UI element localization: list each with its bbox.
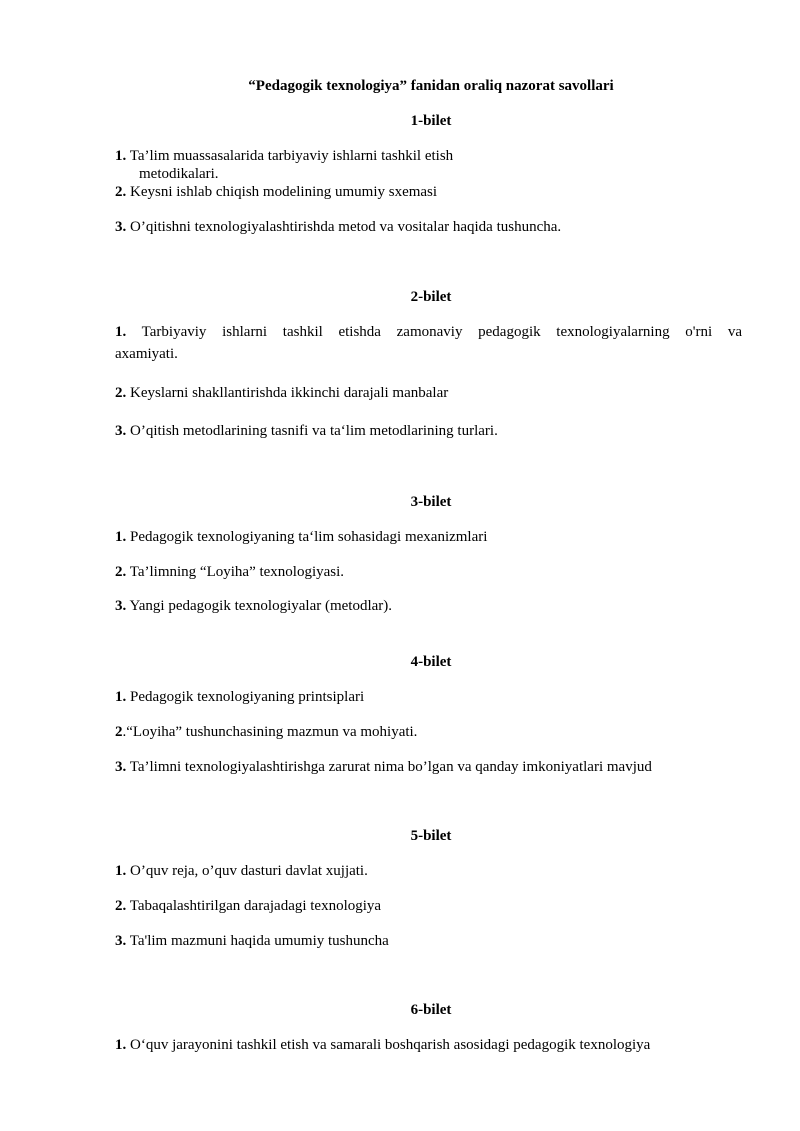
question-text: Yangi pedagogik texnologiyalar (metodlar). — [126, 598, 393, 614]
question-number: 2 — [115, 724, 123, 740]
bilet-4-question-1 — [115, 688, 364, 706]
question-text: Ta'lim mazmuni haqida umumiy tushuncha — [126, 933, 389, 949]
question-number: 2. — [115, 898, 127, 914]
question-text: O’quv reja, o’quv dasturi davlat xujjati. — [126, 863, 368, 879]
bilet-3-question-3 — [115, 597, 392, 615]
question-text: Pedagogik texnologiyaning ta‘lim sohasidagi mexanizmlari — [126, 529, 488, 545]
question-number: 1. — [115, 148, 127, 164]
question-text: Pedagogik texnologiyaning printsiplari — [126, 689, 365, 705]
bilet-5-question-3 — [115, 932, 389, 950]
question-text: Keysni ishlab chiqish modelining umumiy sxemasi — [126, 184, 438, 200]
bilet-2-question-1-continuation: axamiyati. — [115, 346, 178, 362]
bilet-6-question-1 — [115, 1036, 650, 1054]
bilet-3-question-2 — [115, 563, 344, 581]
question-number: 2. — [115, 184, 127, 200]
question-number: 1. — [115, 689, 127, 705]
bilet-2-question-3 — [115, 422, 498, 440]
question-number: 2. — [115, 564, 127, 580]
bilet-3-question-1 — [115, 528, 487, 546]
bilet-3-heading: 3-bilet — [410, 494, 452, 510]
bilet-5-question-2 — [115, 897, 381, 915]
question-text: O‘quv jarayonini tashkil etish va samarali boshqarish asosidagi pedagogik texnologiya — [126, 1037, 651, 1053]
question-text: Ta’lim muassasalarida tarbiyaviy ishlarni tashkil etish — [126, 148, 454, 164]
question-text: Tarbiyaviy ishlarni tashkil etishda zamonaviy pedagogik texnologiyalarning o'rni va — [126, 324, 742, 340]
question-text: O’qitishni texnologiyalashtirishda metod va vositalar haqida tushuncha. — [126, 219, 562, 235]
bilet-2-heading: 2-bilet — [410, 289, 452, 305]
bilet-5-heading: 5-bilet — [410, 828, 452, 844]
question-text: Ta’limning “Loyiha” texnologiyasi. — [126, 564, 345, 580]
question-number: 3. — [115, 759, 127, 775]
bilet-2-question-2 — [115, 384, 448, 402]
question-text: .“Loyiha” tushunchasining mazmun va mohiyati. — [122, 724, 418, 740]
question-number: 1. — [115, 529, 127, 545]
bilet-4-heading: 4-bilet — [410, 654, 452, 670]
bilet-2-question-1 — [115, 323, 742, 341]
bilet-1-question-1 — [115, 147, 453, 165]
question-number: 3. — [115, 219, 127, 235]
bilet-5-question-1 — [115, 862, 368, 880]
question-number: 3. — [115, 933, 127, 949]
document-title: “Pedagogik texnologiya” fanidan oraliq nazorat savollari — [248, 78, 614, 94]
question-number: 1. — [115, 863, 127, 879]
question-text: Keyslarni shakllantirishda ikkinchi darajali manbalar — [126, 385, 449, 401]
question-number: 3. — [115, 598, 127, 614]
question-text: Ta’limni texnologiyalashtirishga zarurat nima bo’lgan va qanday imkoniyatlari mavjud — [126, 759, 652, 775]
bilet-1-question-3 — [115, 218, 561, 236]
question-number: 3. — [115, 423, 127, 439]
bilet-1-question-1-continuation: metodikalari. — [139, 166, 219, 182]
bilet-4-question-2 — [115, 723, 417, 741]
bilet-6-heading: 6-bilet — [410, 1002, 452, 1018]
bilet-1-question-2 — [115, 183, 437, 201]
question-number: 1. — [115, 324, 127, 340]
question-number: 1. — [115, 1037, 127, 1053]
question-number: 2. — [115, 385, 127, 401]
question-text: O’qitish metodlarining tasnifi va ta‘lim metodlarining turlari. — [126, 423, 498, 439]
bilet-1-heading: 1-bilet — [410, 113, 452, 129]
question-text: Tabaqalashtirilgan darajadagi texnologiya — [126, 898, 382, 914]
bilet-4-question-3 — [115, 758, 652, 776]
